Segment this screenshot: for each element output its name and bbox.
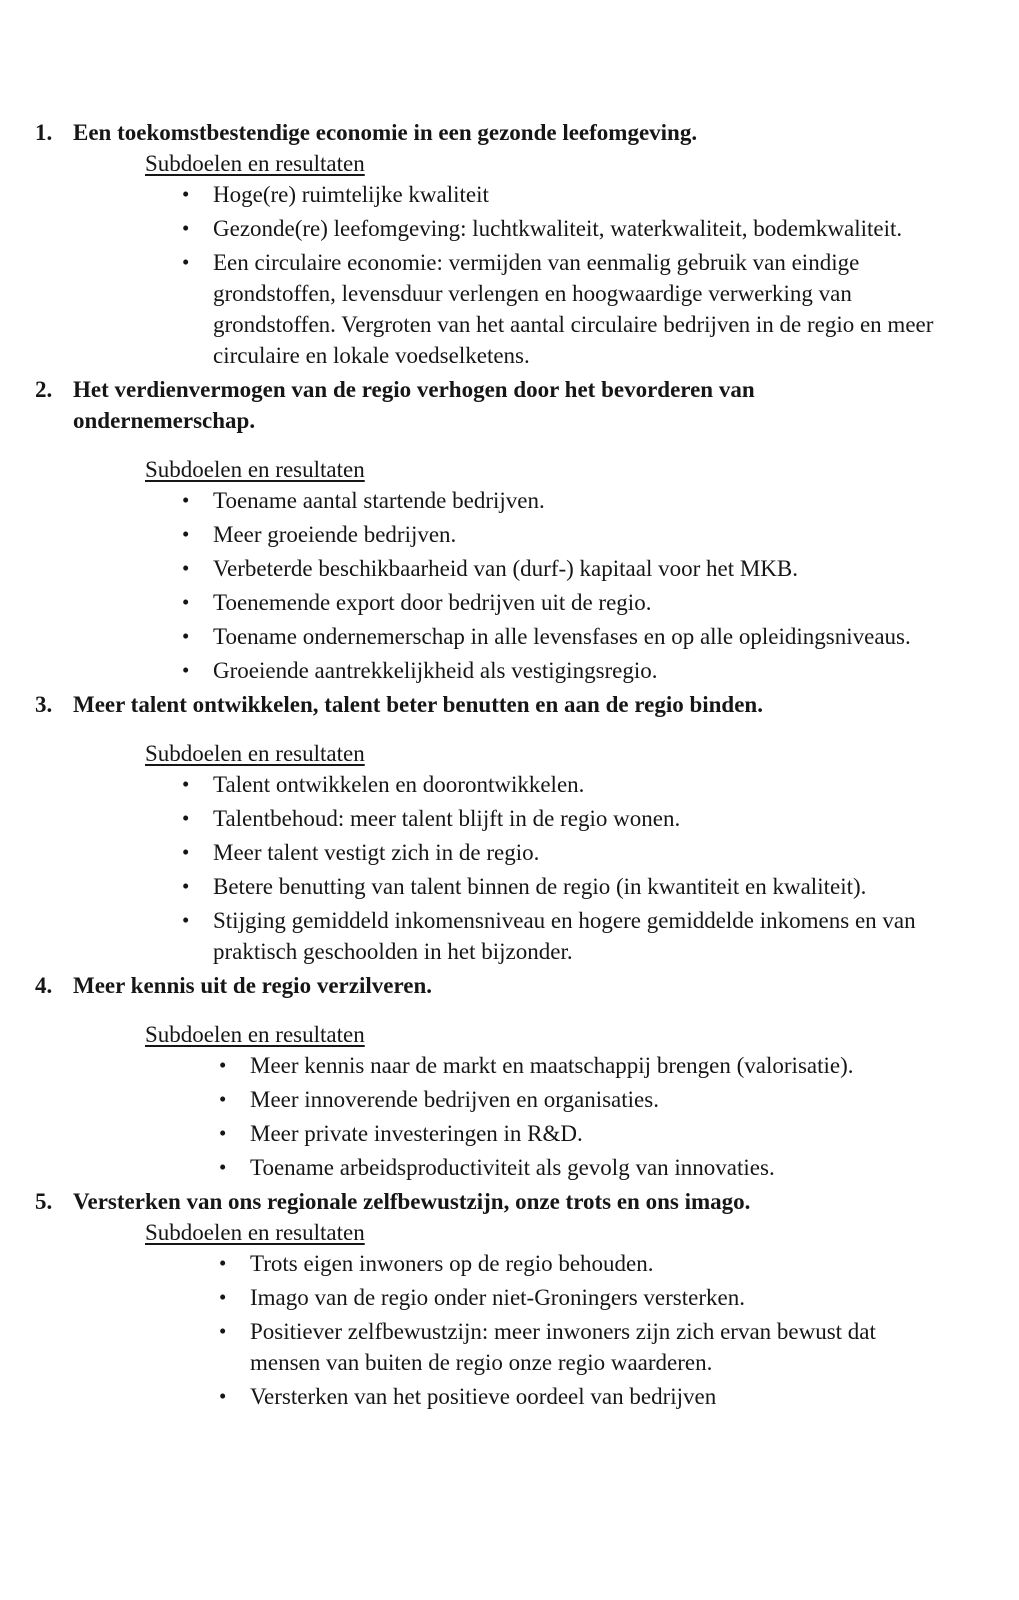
section bbox=[0, 1186, 1019, 1412]
list-item-text: Meer talent vestigt zich in de regio. bbox=[213, 840, 540, 865]
list-item bbox=[182, 621, 940, 652]
list-item-text: Toename arbeidsproductiviteit als gevolg van innovaties. bbox=[250, 1155, 775, 1180]
list-item-text: Meer innoverende bedrijven en organisaties. bbox=[250, 1087, 659, 1112]
bullet-list bbox=[0, 1050, 1019, 1183]
bullet-icon: • bbox=[182, 624, 190, 648]
bullet-icon: • bbox=[182, 556, 190, 580]
list-item-text: Meer kennis naar de markt en maatschappij brengen (valorisatie). bbox=[250, 1053, 854, 1078]
list-item-text: Toename ondernemerschap in alle levensfases en op alle opleidingsniveaus. bbox=[213, 624, 911, 649]
list-item-text: Positiever zelfbewustzijn: meer inwoners zijn zich ervan bewust dat mensen van buiten de regio onze regio waarderen. bbox=[250, 1319, 876, 1375]
section-heading bbox=[35, 1186, 1019, 1217]
section bbox=[0, 970, 1019, 1183]
list-item bbox=[182, 905, 940, 967]
list-item bbox=[219, 1118, 940, 1149]
list-item-text: Imago van de regio onder niet-Groningers versterken. bbox=[250, 1285, 745, 1310]
bullet-icon: • bbox=[182, 772, 190, 796]
list-item-text: Hoge(re) ruimtelijke kwaliteit bbox=[213, 182, 489, 207]
bullet-icon: • bbox=[219, 1319, 227, 1343]
bullet-icon: • bbox=[182, 658, 190, 682]
section-heading bbox=[35, 970, 1019, 1001]
list-item bbox=[182, 803, 940, 834]
bullet-icon: • bbox=[182, 806, 190, 830]
subdoelen-heading: Subdoelen en resultaten bbox=[145, 151, 365, 176]
bullet-icon: • bbox=[182, 216, 190, 240]
section-title: Een toekomstbestendige economie in een gezonde leefomgeving. bbox=[73, 120, 698, 145]
list-item bbox=[219, 1381, 940, 1412]
list-item-text: Toename aantal startende bedrijven. bbox=[213, 488, 545, 513]
list-item bbox=[182, 519, 940, 550]
list-item bbox=[182, 553, 940, 584]
subdoelen-heading: Subdoelen en resultaten bbox=[145, 1220, 365, 1245]
section-number: 2. bbox=[35, 377, 53, 402]
list-item-text: Talentbehoud: meer talent blijft in de regio wonen. bbox=[213, 806, 681, 831]
list-item bbox=[219, 1050, 940, 1081]
list-item-text: Versterken van het positieve oordeel van bedrijven bbox=[250, 1384, 717, 1409]
sections-container bbox=[0, 117, 1019, 1412]
bullet-icon: • bbox=[182, 182, 190, 206]
list-item-text: Groeiende aantrekkelijkheid als vestigingsregio. bbox=[213, 658, 658, 683]
bullet-icon: • bbox=[219, 1155, 227, 1179]
bullet-icon: • bbox=[219, 1285, 227, 1309]
list-item bbox=[182, 485, 940, 516]
list-item-text: Toenemende export door bedrijven uit de regio. bbox=[213, 590, 652, 615]
list-item-text: Meer private investeringen in R&D. bbox=[250, 1121, 583, 1146]
bullet-icon: • bbox=[219, 1121, 227, 1145]
list-item bbox=[219, 1282, 940, 1313]
list-item-text: Trots eigen inwoners op de regio behouden. bbox=[250, 1251, 654, 1276]
list-item bbox=[182, 179, 940, 210]
list-item bbox=[182, 769, 940, 800]
section bbox=[0, 689, 1019, 967]
bullet-icon: • bbox=[219, 1384, 227, 1408]
list-item bbox=[182, 837, 940, 868]
bullet-icon: • bbox=[219, 1087, 227, 1111]
bullet-list bbox=[0, 485, 1019, 686]
bullet-list bbox=[0, 179, 1019, 371]
section-number: 4. bbox=[35, 973, 53, 998]
list-item bbox=[219, 1248, 940, 1279]
subdoelen-heading: Subdoelen en resultaten bbox=[145, 457, 365, 482]
list-item bbox=[219, 1084, 940, 1115]
list-item bbox=[219, 1152, 940, 1183]
bullet-list bbox=[0, 769, 1019, 967]
bullet-list bbox=[0, 1248, 1019, 1412]
section-number: 3. bbox=[35, 692, 53, 717]
list-item-text: Betere benutting van talent binnen de regio (in kwantiteit en kwaliteit). bbox=[213, 874, 867, 899]
list-item bbox=[182, 871, 940, 902]
bullet-icon: • bbox=[182, 874, 190, 898]
list-item bbox=[182, 247, 940, 371]
list-item-text: Een circulaire economie: vermijden van eenmalig gebruik van eindige grondstoffen, levensduur verlengen en hoogwaardige verwerking van grondstoffen. Vergroten van het aantal circulaire bedrijven in de regio en meer circulaire en lokale voedselketens. bbox=[213, 250, 934, 368]
list-item-text: Verbeterde beschikbaarheid van (durf-) kapitaal voor het MKB. bbox=[213, 556, 798, 581]
bullet-icon: • bbox=[219, 1251, 227, 1275]
section-title: Het verdienvermogen van de regio verhogen door het bevorderen van ondernemerschap. bbox=[73, 377, 755, 433]
section-number: 1. bbox=[35, 120, 53, 145]
section-heading bbox=[35, 117, 1019, 148]
bullet-icon: • bbox=[182, 840, 190, 864]
subdoelen-heading: Subdoelen en resultaten bbox=[145, 1022, 365, 1047]
list-item-text: Meer groeiende bedrijven. bbox=[213, 522, 457, 547]
list-item-text: Talent ontwikkelen en doorontwikkelen. bbox=[213, 772, 585, 797]
list-item-text: Gezonde(re) leefomgeving: luchtkwaliteit, waterkwaliteit, bodemkwaliteit. bbox=[213, 216, 903, 241]
section bbox=[0, 117, 1019, 371]
bullet-icon: • bbox=[219, 1053, 227, 1077]
subdoelen-heading: Subdoelen en resultaten bbox=[145, 741, 365, 766]
section-heading bbox=[35, 374, 1019, 436]
bullet-icon: • bbox=[182, 488, 190, 512]
list-item bbox=[182, 213, 940, 244]
list-item-text: Stijging gemiddeld inkomensniveau en hogere gemiddelde inkomens en van praktisch geschoolden in het bijzonder. bbox=[213, 908, 916, 964]
section-number: 5. bbox=[35, 1189, 53, 1214]
section bbox=[0, 374, 1019, 686]
section-heading bbox=[35, 689, 1019, 720]
section-title: Meer talent ontwikkelen, talent beter benutten en aan de regio binden. bbox=[73, 692, 763, 717]
list-item bbox=[182, 655, 940, 686]
bullet-icon: • bbox=[182, 522, 190, 546]
bullet-icon: • bbox=[182, 908, 190, 932]
section-title: Versterken van ons regionale zelfbewustzijn, onze trots en ons imago. bbox=[73, 1189, 751, 1214]
list-item bbox=[219, 1316, 940, 1378]
section-title: Meer kennis uit de regio verzilveren. bbox=[73, 973, 432, 998]
list-item bbox=[182, 587, 940, 618]
bullet-icon: • bbox=[182, 590, 190, 614]
bullet-icon: • bbox=[182, 250, 190, 274]
